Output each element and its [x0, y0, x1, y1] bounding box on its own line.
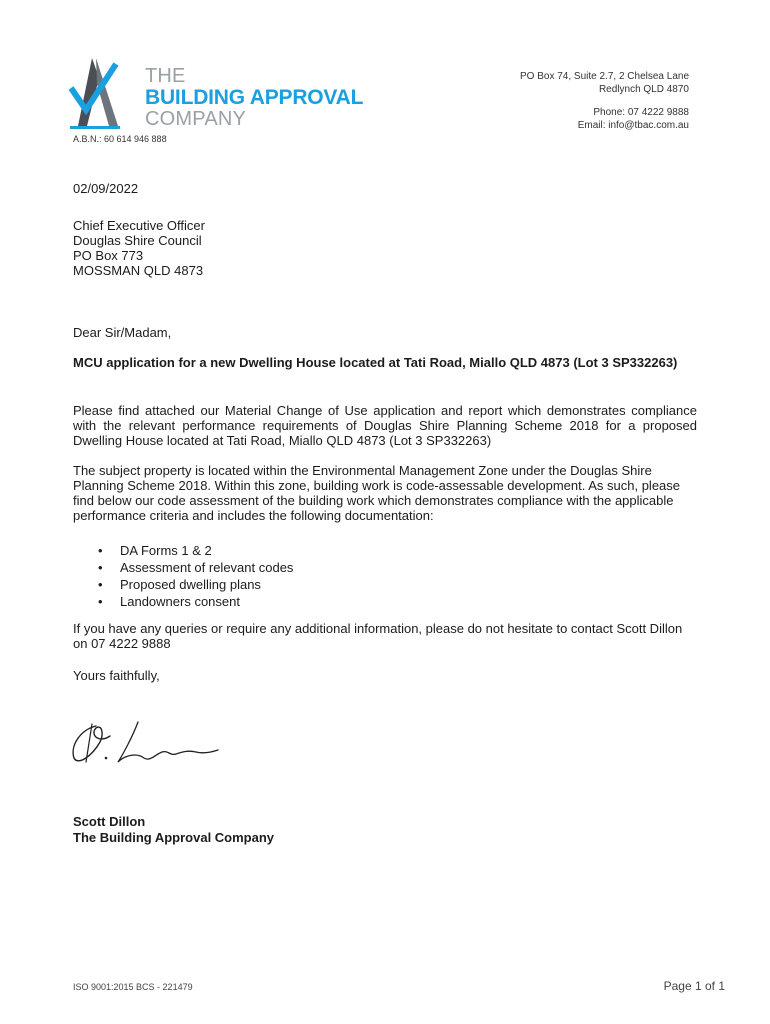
company-name-line3: COMPANY	[145, 108, 247, 130]
recipient-line1: Chief Executive Officer	[73, 218, 205, 233]
sender-phone: Phone: 07 4222 9888	[593, 107, 689, 118]
company-name-line1: THE	[145, 65, 186, 87]
iso-certification: ISO 9001:2015 BCS - 221479	[73, 982, 193, 992]
abn-number: A.B.N.: 60 614 946 888	[73, 134, 167, 144]
recipient-line3: PO Box 773	[73, 248, 144, 263]
paragraph-contact: If you have any queries or require any additional information, please do not hesitate to contact Scott Dillon on 07 4222 9888	[73, 621, 683, 651]
signatory-name: Scott Dillon	[73, 814, 146, 829]
letter-date: 02/09/2022	[73, 181, 139, 196]
sender-contact-block	[520, 70, 689, 132]
recipient-line2: Douglas Shire Council	[73, 233, 202, 248]
list-item: • Landowners consent	[98, 593, 293, 610]
page-number: Page 1 of 1	[663, 979, 725, 993]
salutation: Dear Sir/Madam,	[73, 325, 172, 340]
logo-mark-icon	[70, 58, 120, 129]
company-wordmark	[145, 66, 363, 129]
documentation-list	[98, 542, 293, 610]
handwritten-signature	[66, 712, 226, 772]
recipient-line4: MOSSMAN QLD 4873	[73, 263, 204, 278]
sender-address-line2: Redlynch QLD 4870	[598, 84, 689, 95]
paragraph-intro: Please find attached our Material Change of Use application and report which demonstrates compliance with the relevant performance requirements of Douglas Shire Planning Scheme 2018 for a proposed Dwelling House located at Tati Road, Miallo QLD 4873 (Lot 3 SP332263)	[73, 403, 697, 448]
company-name-line2: BUILDING APPROVAL	[145, 86, 364, 109]
list-item: • Proposed dwelling plans	[98, 576, 293, 593]
recipient-address	[73, 218, 205, 278]
signatory-company: The Building Approval Company	[73, 830, 275, 845]
sender-address-line1: PO Box 74, Suite 2.7, 2 Chelsea Lane	[520, 71, 689, 82]
signature-block	[73, 814, 274, 846]
list-item: • Assessment of relevant codes	[98, 559, 293, 576]
list-item: • DA Forms 1 & 2	[98, 542, 293, 559]
closing: Yours faithfully,	[73, 668, 160, 683]
sender-email: Email: info@tbac.com.au	[577, 120, 689, 131]
paragraph-zone: The subject property is located within the Environmental Management Zone under the Douglas Shire Planning Scheme 2018. Within this zone, building work is code-assessable development. As such, please find below our code assessment of the building work which demonstrates compliance with the applicable performance criteria and includes the following documentation:	[73, 463, 681, 523]
subject-line: MCU application for a new Dwelling House located at Tati Road, Miallo QLD 4873 (Lot 3 SP332263)	[73, 355, 678, 370]
